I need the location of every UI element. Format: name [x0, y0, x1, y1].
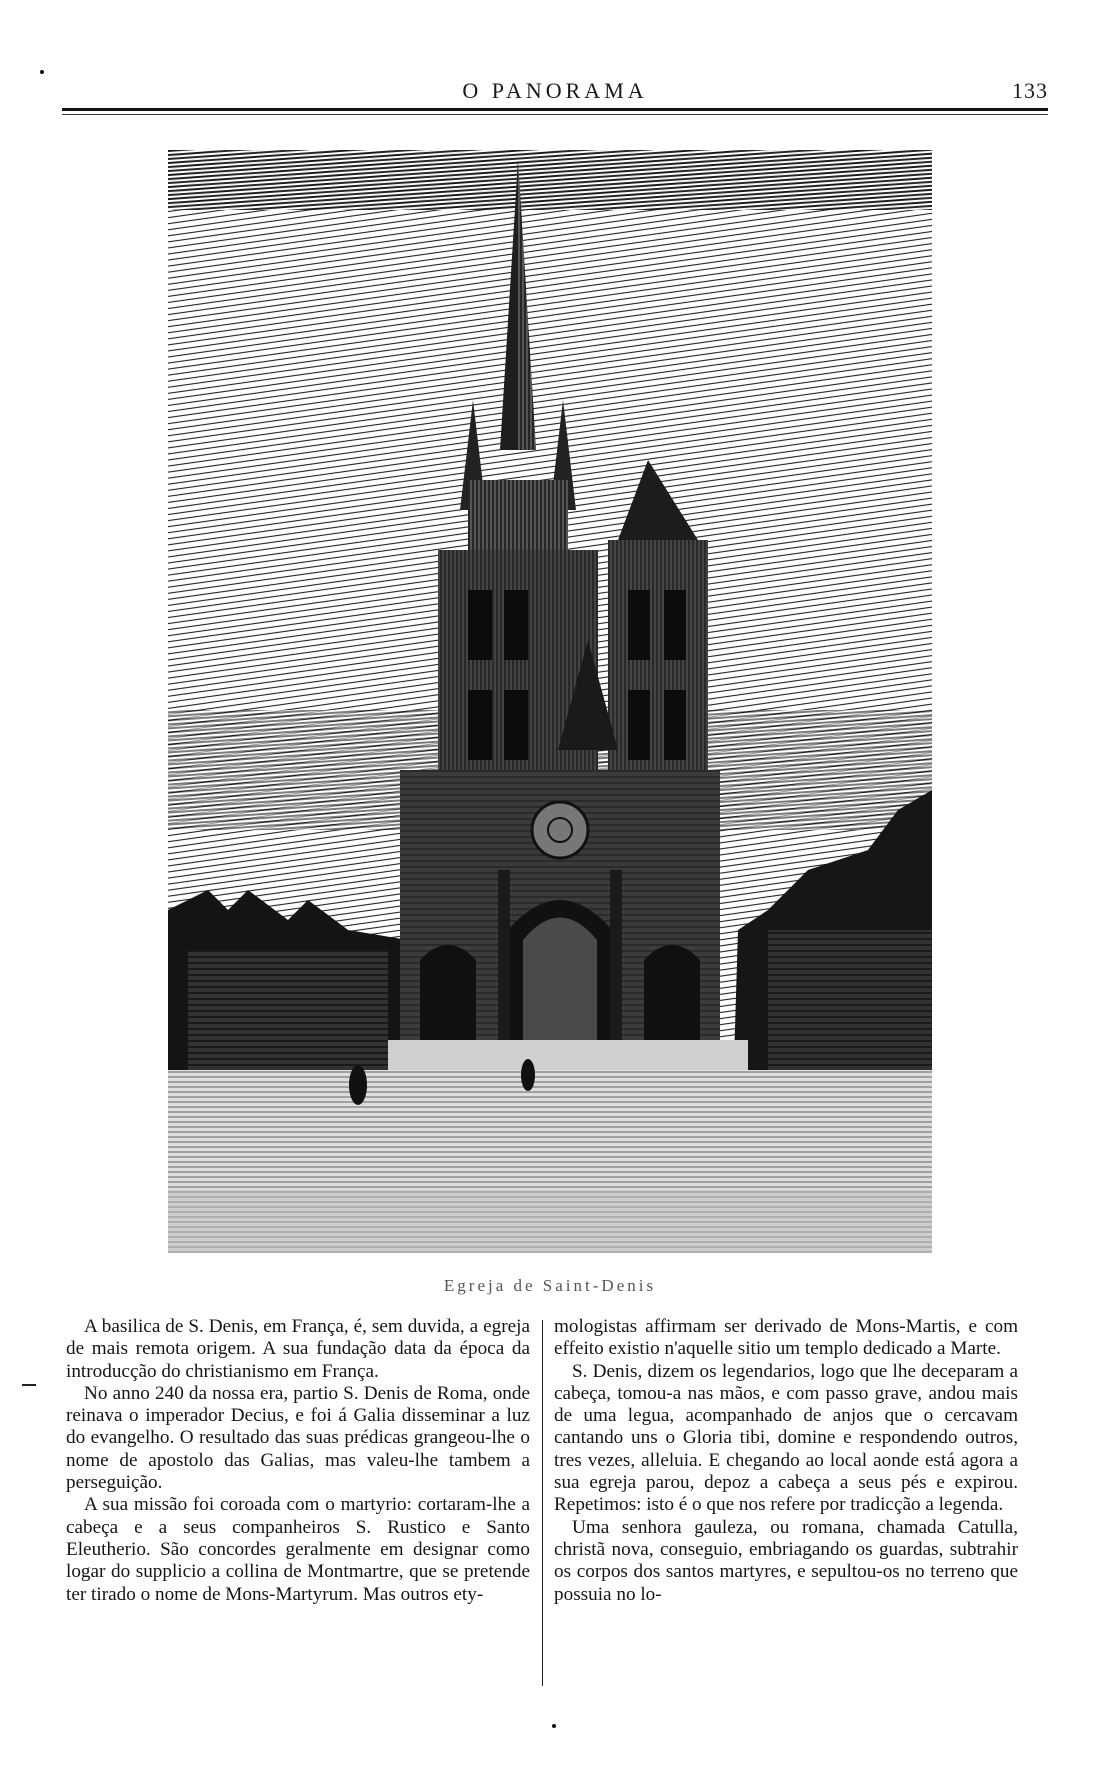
- journal-title: O PANORAMA: [462, 78, 648, 103]
- margin-mark: [22, 1384, 36, 1386]
- paragraph: mologistas affirmam ser derivado de Mons-Martis, e com effeito existio n'aquelle sitio um templo dedicado a Marte.: [554, 1316, 1018, 1360]
- illustration-caption: Egreja de Saint-Denis: [443, 1276, 657, 1295]
- right-column: [554, 1316, 1018, 1606]
- paragraph: A sua missão foi coroada com o martyrio: cortaram-lhe a cabeça e a seus companheiros S. Rustico e Santo Eleutherio. São concordes geralmente em designar como logar do supplicio a collina de Montmartre, que se pretende ter tirado o nome de Mons-Martyrum. Mas outros ety-: [66, 1494, 530, 1605]
- paragraph: Uma senhora gauleza, ou romana, chamada Catulla, christã nova, conseguio, embriagando os guardas, subtrahir os corpos dos santos martyres, e sepultou-os no terreno que possuia no lo-: [554, 1516, 1018, 1605]
- header-rule-thin: [62, 114, 1048, 115]
- article-body: [66, 1316, 1046, 1716]
- page-number: 133: [1012, 78, 1048, 103]
- header-rule: [62, 108, 1048, 111]
- church-engraving: [168, 150, 932, 1253]
- column-divider: [542, 1320, 543, 1686]
- print-speck: [552, 1724, 556, 1728]
- page-header: [62, 78, 1048, 118]
- print-speck: [40, 70, 44, 74]
- paragraph: S. Denis, dizem os legendarios, logo que lhe deceparam a cabeça, tomou-a nas mãos, e com passo grave, andou mais de uma legua, acompanhado de anjos que o cercavam cantando uns o Gloria tibi, domine e respondendo outros, tres vezes, alleluia. E chegando ao local aonde está agora a sua egreja parou, depoz a cabeça a seus pés e expirou. Repetimos: isto é o que nos refere por tradicção a legenda.: [554, 1360, 1018, 1516]
- paragraph: A basilica de S. Denis, em França, é, sem duvida, a egreja de mais remota origem. A sua fundação data da época da introducção do christianismo em França.: [66, 1316, 530, 1382]
- paragraph: No anno 240 da nossa era, partio S. Denis de Roma, onde reinava o imperador Decius, e foi á Galia disseminar a luz do evangelho. O resultado das suas prédicas grangeou-lhe o nome de apostolo das Galias, mas valeu-lhe tambem a perseguição.: [66, 1382, 530, 1494]
- left-column: [66, 1316, 530, 1606]
